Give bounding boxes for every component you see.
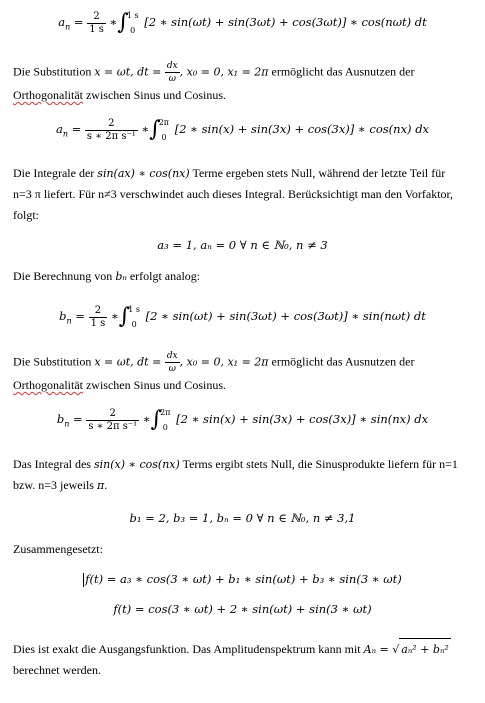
equation-bn-substituted: $b_n$ = $\frac{2}{\text{s ∗ 2π s⁻¹}}$ ∗∫ 2π 0 [2 ∗ sin(x) + sin(3x) + cos(3x)] ∗ sin(nx) dx <box>56 407 429 432</box>
paragraph-substitution-a: Die Substitution x = ωt, dt = $\frac{dx}{\omega}$ , x₀ = 0, x₁ = 2π ermöglicht das Ausnutzen der Orthogonalität zwischen Sinus und Cosinus. <box>13 61 415 102</box>
equation-b-coefficients: b₁ = 2, b₃ = 1, bₙ = 0 ∀ n ∈ ℕ₀, n ≠ 3,1 <box>129 511 356 525</box>
paragraph-integrals-b: Das Integral des sin(x) ∗ cos(nx) Terms ergibt stets Null, die Sinusprodukte liefern für n=1 bzw. n=3 jeweils π. <box>13 457 458 492</box>
paragraph-substitution-b: Die Substitution x = ωt, dt = $\frac{dx}{\omega}$ , x₀ = 0, x₁ = 2π ermöglicht das Ausnutzen der Orthogonalität zwischen Sinus und Cosinus. <box>13 351 415 392</box>
equation-a-coefficients: a₃ = 1, aₙ = 0 ∀ n ∈ ℕ₀, n ≠ 3 <box>157 238 328 252</box>
paragraph-b-analog: Die Berechnung von bₙ erfolgt analog: <box>13 269 201 283</box>
paragraph-combined: Zusammengesetzt: <box>13 542 103 556</box>
equation-f-result: f(t) = cos(3 ∗ ωt) + 2 ∗ sin(ωt) + sin(3 ∗ ωt) <box>113 602 372 616</box>
equation-an-integral: $a_n$ = $\frac{2}{1 s}$ ∗∫ 1 s 0 [2 ∗ sin(ωt) + sin(3ωt) + cos(3ωt)] ∗ cos(nωt) dt <box>58 10 427 35</box>
equation-bn-integral: $b_n$ = $\frac{2}{1 s}$ ∗∫ 1 s 0 [2 ∗ sin(ωt) + sin(3ωt) + cos(3ωt)] ∗ sin(nωt) dt <box>59 304 426 329</box>
equation-an-substituted: $a_n$ = $\frac{2}{\text{s ∗ 2π s⁻¹}}$ ∗∫ 2π 0 [2 ∗ sin(x) + sin(3x) + cos(3x)] ∗ cos(nx) dx <box>55 117 430 142</box>
equation-f-general: f(t) = a₃ ∗ cos(3 ∗ ωt) + b₁ ∗ sin(ωt) + b₃ ∗ sin(3 ∗ ωt) <box>85 572 402 586</box>
paragraph-amplitude-spectrum: Dies ist exakt die Ausgangsfunktion. Das Amplitudenspektrum kann mit Aₙ = √ aₙ² + bₙ² berechnet werden. <box>13 638 475 681</box>
paragraph-integrals-a: Die Integrale der sin(ax) ∗ cos(nx) Terme ergeben stets Null, während der letzte Teil für n=3 π liefert. Für n≠3 verschwindet auch dieses Integral. Berücksichtigt man den Vorfaktor, folgt: <box>13 166 454 222</box>
